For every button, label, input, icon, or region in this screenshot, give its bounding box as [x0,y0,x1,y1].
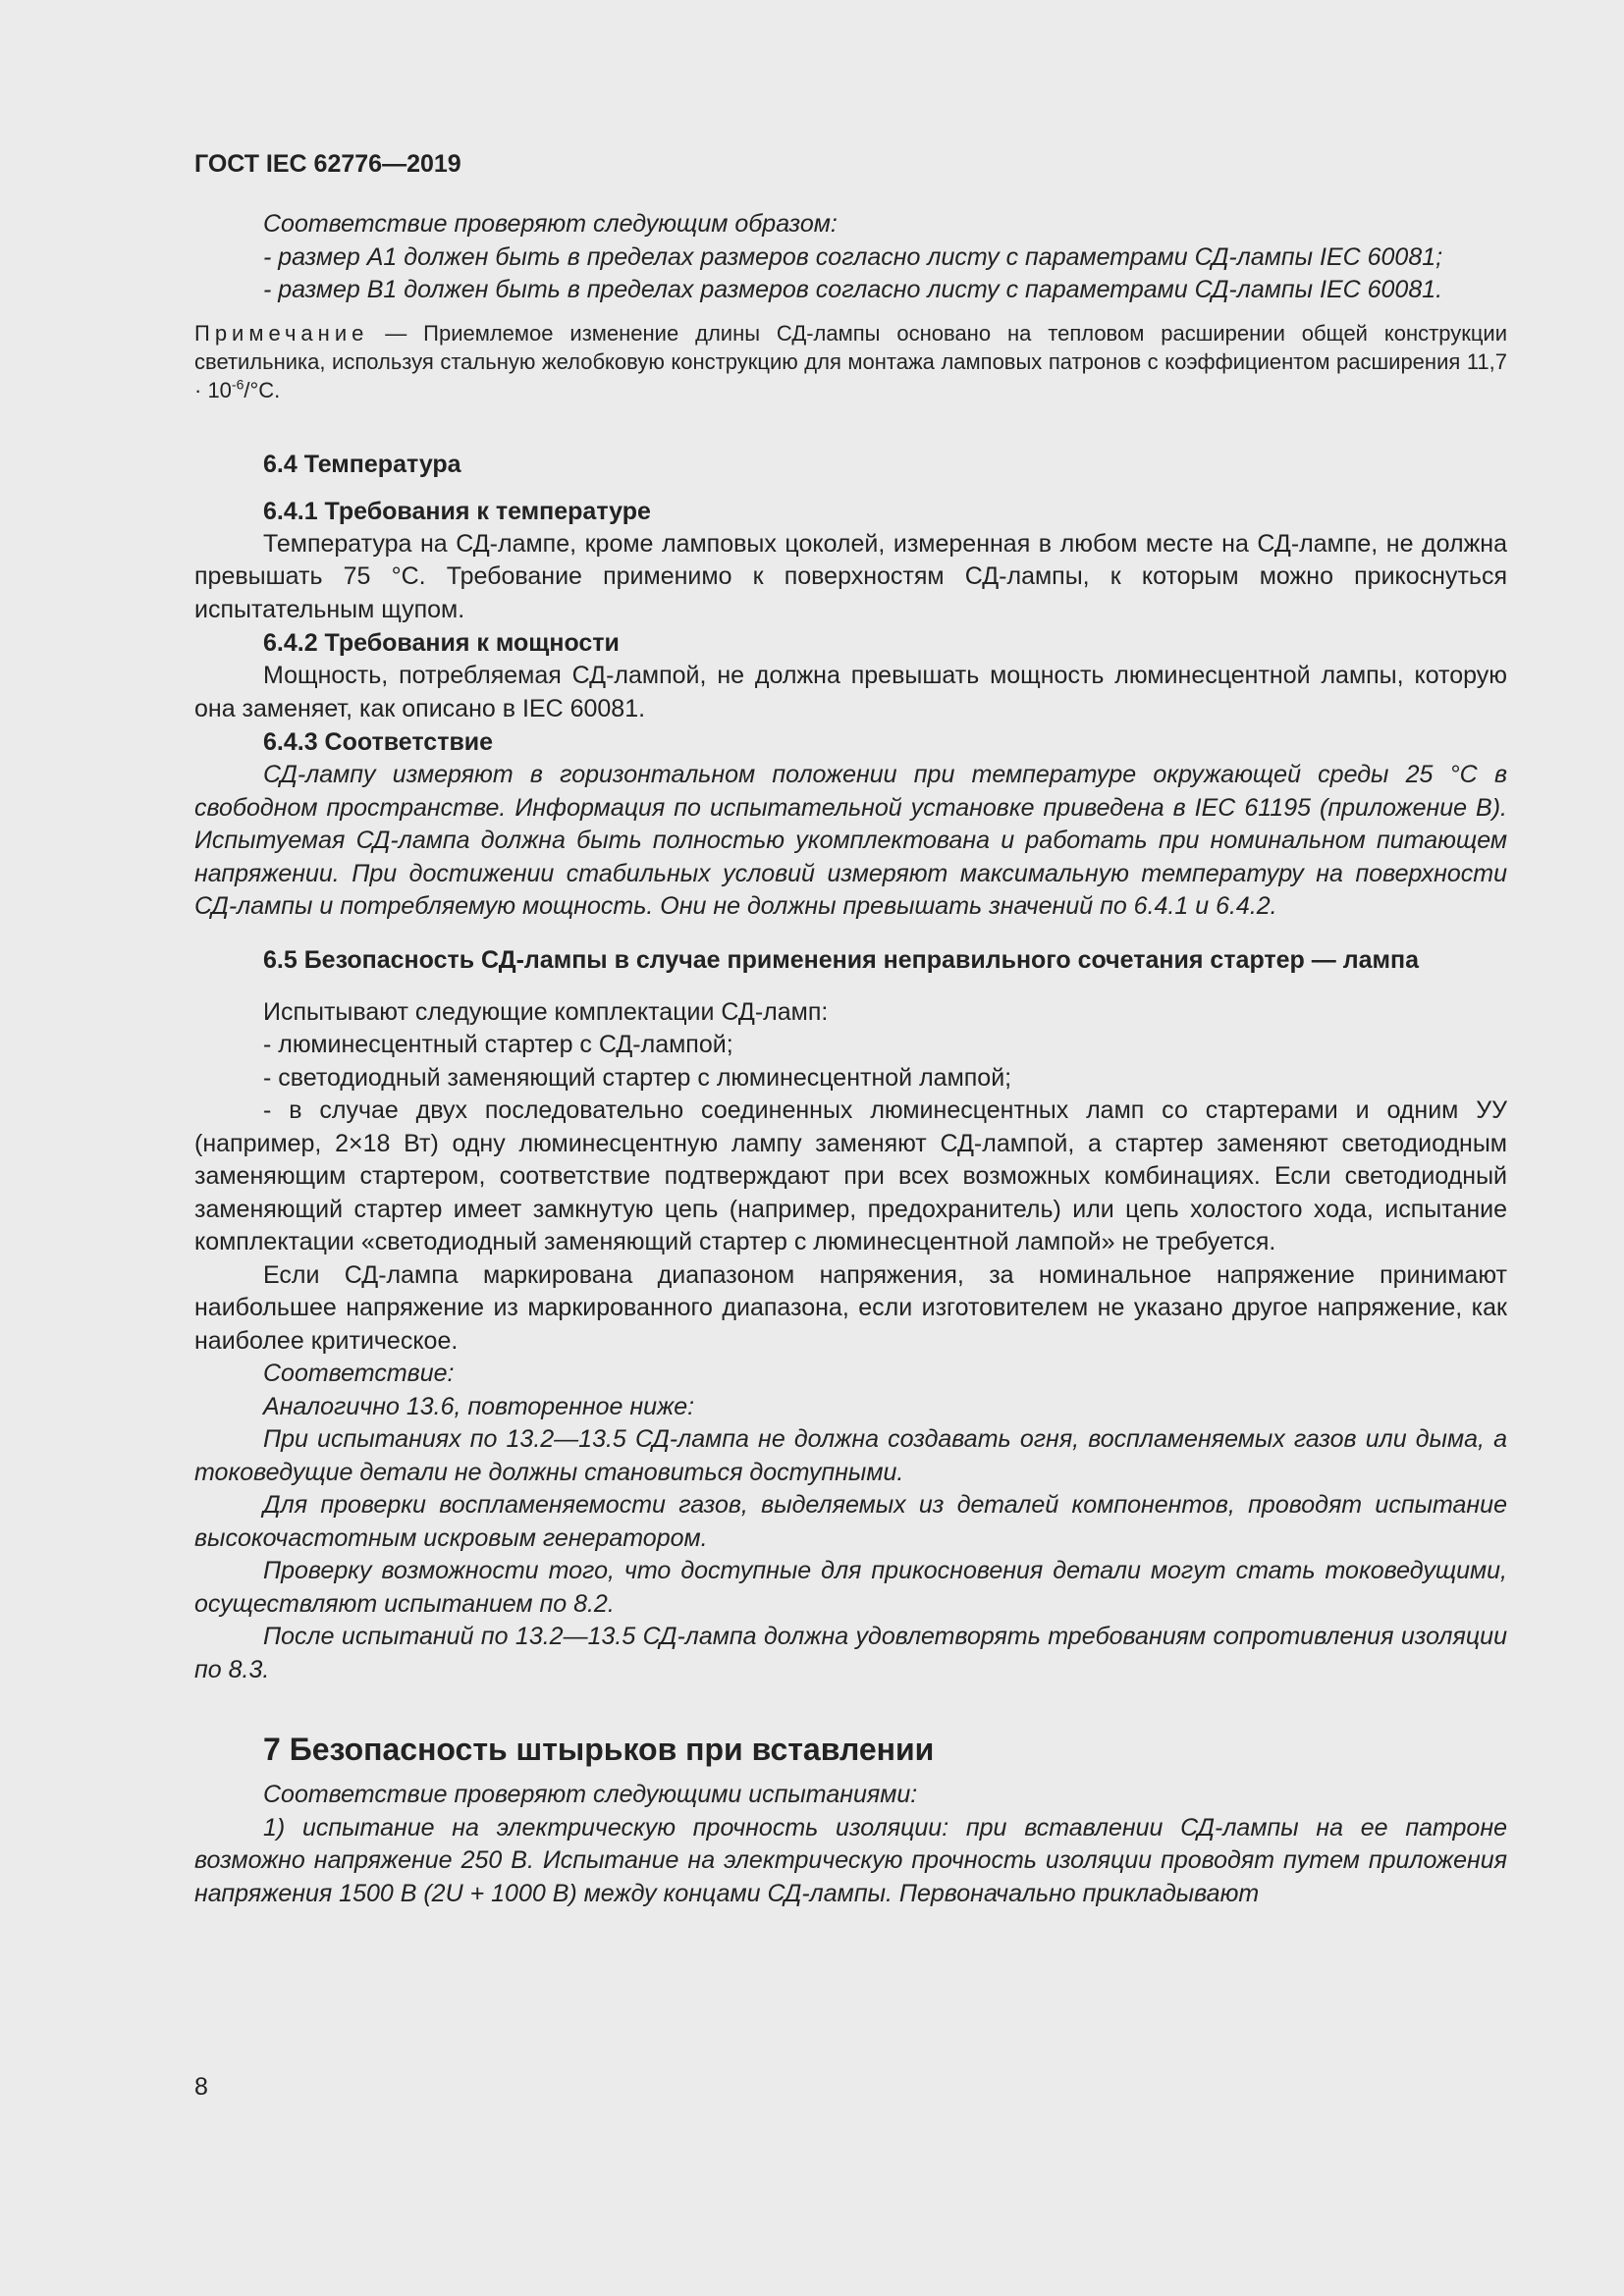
section-6-5-test-4: После испытаний по 13.2—13.5 СД-лампа должна удовлетворять требованиям сопротивления изоляции по 8.3. [194,1623,1507,1683]
intro-item-b1: - размер B1 должен быть в пределах размеров согласно листу с параметрами СД-лампы IEC 60081. [263,276,1443,303]
section-6-5-item-2: - светодиодный заменяющий стартер с люминесцентной лампой; [263,1063,1012,1092]
note-paragraph [194,319,1507,404]
note-unit: /°C. [244,377,281,402]
section-6-5-item-3: - в случае двух последовательно соединенных люминесцентных ламп со стартерами и одним УУ (например, 2×18 Вт) одну люминесцентную лампу заменяют СД-лампой, а стартер заменяют светодиодным заменяющим стартером, соответствие подтверждают при всех возможных комбинациях. Если светодиодный заменяющий стартер имеет замкнутую цепь (например, предохранитель) или цепь холостого хода, испытание комплектации «светодиодный заменяющий стартер с люминесцентной лампой» не требуется. [194,1096,1507,1255]
intro-item-a1: - размер A1 должен быть в пределах размеров согласно листу с параметрами СД-лампы IEC 60081; [263,242,1443,271]
note-exponent: -6 [231,376,244,393]
note-label: Примечание [194,320,369,346]
section-6-4-1-text: Температура на СД-лампе, кроме ламповых цоколей, измеренная в любом месте на СД-лампе, не должна превышать 75 °C. Требование применимо к поверхностям СД-лампы, к которым можно прикоснуться испытательным щупом. [194,529,1507,623]
chapter-7-heading: 7 Безопасность штырьков при вставлении [263,1732,935,1767]
section-6-4-2-heading: 6.4.2 Требования к мощности [263,629,620,657]
section-6-5-heading: 6.5 Безопасность СД-лампы в случае применения неправильного сочетания стартер — лампа [263,945,1419,974]
section-6-4-1-heading: 6.4.1 Требования к температуре [263,497,651,525]
section-6-5-compliance: Соответствие: [263,1360,455,1387]
section-6-5-intro: Испытывают следующие комплектации СД-ламп: [263,997,829,1026]
note-text: — Приемлемое изменение длины СД-лампы основано на тепловом расширении общей конструкции светильника, используя стальную желобковую конструкцию для монтажа ламповых патронов с коэффициентом расширения 11,7 · 10 [194,320,1507,402]
page-number: 8 [194,2073,208,2101]
chapter-7-item-1: 1) испытание на электрическую прочность изоляции: при вставлении СД-лампы на ее патроне возможно напряжение 250 В. Испытание на электрическую прочность изоляции проводят путем приложения напряжения 1500 В (2U + 1000 В) между концами СД-лампы. Первоначально прикладывают [194,1813,1507,1907]
intro-compliance-line: Соответствие проверяют следующим образом: [263,210,838,238]
document-code-header: ГОСТ IEC 62776—2019 [194,150,461,178]
section-6-4-2-text: Мощность, потребляемая СД-лампой, не должна превышать мощность люминесцентной лампы, которую она заменяет, как описано в IEC 60081. [194,662,1507,722]
section-6-4-3-text: СД-лампу измеряют в горизонтальном положении при температуре окружающей среды 25 °C в свободном пространстве. Информация по испытательной установке приведена в IEC 61195 (приложение B). Испытуемая СД-лампа должна быть полностью укомплектована и работать при номинальном питающем напряжении. При достижении стабильных условий измеряют максимальную температуру на поверхности СД-лампы и потребляемую мощность. Они не должны превышать значений по 6.4.1 и 6.4.2. [194,761,1507,920]
chapter-7-compliance: Соответствие проверяют следующими испытаниями: [263,1781,918,1808]
section-6-5-similar: Аналогично 13.6, повторенное ниже: [263,1392,695,1420]
document-page [194,147,1507,1910]
section-6-5-voltage-text: Если СД-лампа маркирована диапазоном напряжения, за номинальное напряжение принимают наибольшее напряжение из маркированного диапазона, если изготовителем не указано другое напряжение, как наиболее критическое. [194,1260,1507,1355]
section-6-5-item-1: - люминесцентный стартер с СД-лампой; [263,1031,733,1058]
section-6-4-3-heading: 6.4.3 Соответствие [263,728,494,756]
section-6-5-test-2: Для проверки воспламеняемости газов, выделяемых из деталей компонентов, проводят испытание высокочастотным искровым генератором. [194,1491,1507,1552]
section-6-4-heading: 6.4 Температура [263,450,461,478]
section-6-5-test-3: Проверку возможности того, что доступные для прикосновения детали могут стать токоведущими, осуществляют испытанием по 8.2. [194,1557,1507,1618]
section-6-5-test-1: При испытаниях по 13.2—13.5 СД-лампа не должна создавать огня, воспламеняемых газов или дыма, а токоведущие детали не должны становиться доступными. [194,1425,1507,1486]
